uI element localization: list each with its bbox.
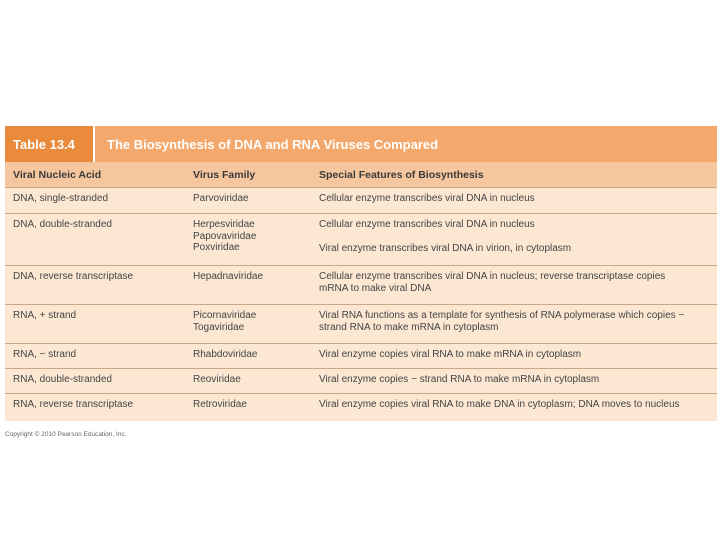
family-name: Rhabdoviridae [193,349,258,360]
cell-nucleic-acid: DNA, double-stranded [13,219,112,230]
cell-features [313,374,717,388]
biosynthesis-table [5,126,717,421]
cell-nucleic-acid: RNA, reverse transcriptase [13,399,134,410]
table-row [5,305,717,344]
table-row [5,266,717,305]
cell-virus-family [187,374,313,388]
header-special-features: Special Features of Biosynthesis [319,168,484,181]
feature-text: Viral enzyme copies viral RNA to make mRNA in cytoplasm [319,349,582,360]
cell-features [313,310,717,338]
feature-text: Cellular enzyme transcribes viral DNA in nucleus [319,193,535,204]
family-name: Picornaviridae [193,310,257,321]
header-virus-family: Virus Family [193,168,256,181]
family-name: Hepadnaviridae [193,271,264,282]
table-row [5,188,717,214]
family-name: Papovaviridae [193,230,257,242]
table-row [5,214,717,266]
cell-features [313,193,717,208]
table-title: The Biosynthesis of DNA and RNA Viruses Compared [107,136,439,152]
cell-nucleic-acid: RNA, + strand [13,310,77,321]
feature-text: Viral enzyme copies viral RNA to make DNA in cytoplasm; DNA moves to nucleus [319,399,680,410]
cell-virus-family [187,349,313,363]
table-row [5,394,717,421]
table-number: Table 13.4 [5,126,93,162]
family-name: Retroviridae [193,399,247,410]
header-viral-nucleic-acid: Viral Nucleic Acid [13,168,102,181]
family-name: Herpesviridae [193,219,255,230]
cell-virus-family [187,193,313,208]
cell-nucleic-acid: DNA, single-stranded [13,193,109,204]
feature-text: Viral RNA functions as a template for synthesis of RNA polymerase which copies − strand RNA to make mRNA in cytoplasm [319,310,685,333]
family-name: Togaviridae [193,321,245,333]
cell-nucleic-acid: RNA, − strand [13,349,77,360]
cell-virus-family [187,271,313,299]
cell-virus-family [187,219,313,260]
table-row [5,369,717,394]
table-row [5,344,717,369]
copyright-notice: Copyright © 2010 Pearson Education, Inc. [5,431,127,438]
cell-features [313,349,717,363]
cell-nucleic-acid: RNA, double-stranded [13,374,112,385]
feature-text: Cellular enzyme transcribes viral DNA in nucleus; reverse transcriptase copies mRNA to make viral DNA [319,271,666,294]
feature-text: Viral enzyme copies − strand RNA to make mRNA in cytoplasm [319,374,600,385]
cell-features [313,399,717,416]
cell-nucleic-acid: DNA, reverse transcriptase [13,271,134,282]
table-title-bar [5,126,717,162]
cell-virus-family [187,399,313,416]
family-name: Parvoviridae [193,193,249,204]
feature-text: Viral enzyme transcribes viral DNA in virion, in cytoplasm [319,242,572,254]
cell-features [313,219,717,260]
cell-virus-family [187,310,313,338]
table-header-row [5,162,717,188]
family-name: Reoviridae [193,374,241,385]
feature-text: Cellular enzyme transcribes viral DNA in nucleus [319,219,535,230]
family-name: Poxviridae [193,242,240,253]
cell-features [313,271,717,299]
